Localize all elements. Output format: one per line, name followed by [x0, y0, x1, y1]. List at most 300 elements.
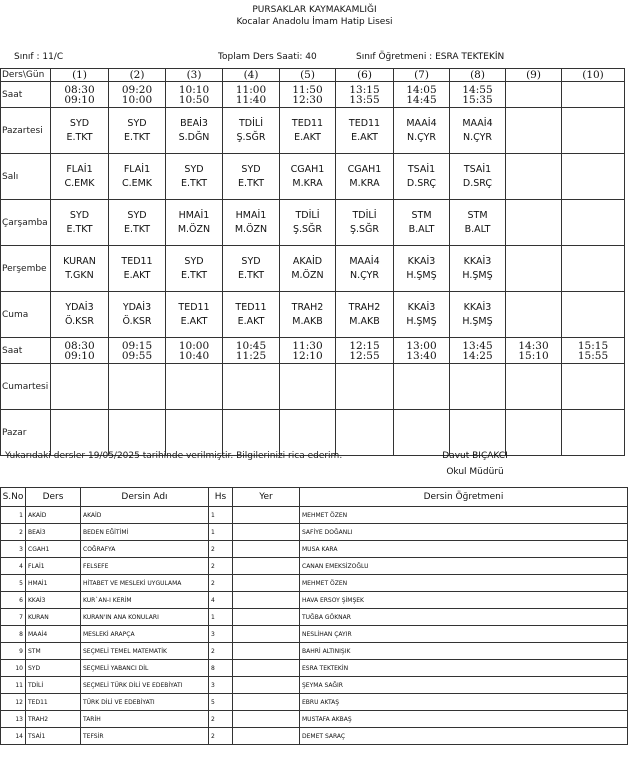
period-number: (2) [109, 69, 166, 82]
cell-code: TRAH2 [348, 301, 381, 313]
time-start: 09:20 [121, 83, 153, 96]
lesson-cell [562, 108, 625, 154]
course-name: TEFSİR [81, 728, 209, 745]
lesson-cell [109, 410, 166, 456]
course-name: KUR`AN-I KERİM [81, 592, 209, 609]
course-code: TSAİ1 [26, 728, 81, 745]
lesson-cell [562, 154, 625, 200]
cell-teacher: Ö.KSR [122, 315, 152, 327]
day-row [1, 200, 625, 246]
lesson-cell [223, 154, 280, 200]
cell-teacher: D.SRÇ [462, 177, 493, 189]
day-label: Çarşamba [1, 200, 51, 246]
period-number: (9) [506, 69, 562, 82]
cell-teacher: D.SRÇ [406, 177, 437, 189]
course-hours: 3 [209, 677, 233, 694]
lesson-cell [223, 410, 280, 456]
row-number: 13 [1, 711, 26, 728]
day-row [1, 364, 625, 410]
course-place [233, 592, 300, 609]
weekend-time-row [1, 338, 625, 364]
lesson-cell [109, 364, 166, 410]
period-time [166, 338, 223, 364]
time-end: 11:25 [235, 349, 267, 362]
lesson-cell [394, 200, 450, 246]
cell-teacher: E.TKT [123, 223, 151, 235]
course-place [233, 694, 300, 711]
table-row [1, 643, 628, 660]
period-time [450, 338, 506, 364]
row-number: 1 [1, 507, 26, 524]
lesson-cell [562, 410, 625, 456]
day-label: Cuma [1, 292, 51, 338]
course-code: TDİLİ [26, 677, 81, 694]
period-number: (8) [450, 69, 506, 82]
lesson-cell [280, 154, 336, 200]
course-name: TARİH [81, 711, 209, 728]
weekday-time-row [1, 82, 625, 108]
cell-teacher: M.AKB [349, 315, 380, 327]
lesson-cell [506, 200, 562, 246]
cell-code: KKAİ3 [463, 255, 492, 267]
lesson-cell [562, 364, 625, 410]
cell-teacher: H.ŞMŞ [406, 315, 437, 327]
lesson-cell [450, 410, 506, 456]
cell-code: SYD [127, 209, 147, 221]
column-header: Ders [26, 488, 81, 507]
course-name: KURAN'IN ANA KONULARI [81, 609, 209, 626]
period-time [51, 82, 109, 108]
lesson-cell [51, 154, 109, 200]
lesson-cell [280, 292, 336, 338]
period-time [450, 82, 506, 108]
day-label: Pazartesi [1, 108, 51, 154]
table-row [1, 711, 628, 728]
day-row [1, 410, 625, 456]
time-end: 09:55 [121, 349, 153, 362]
column-header: S.No [1, 488, 26, 507]
lesson-cell [166, 246, 223, 292]
cell-teacher: N.ÇYR [407, 131, 436, 143]
period-time [51, 338, 109, 364]
row-number: 4 [1, 558, 26, 575]
course-teacher: TUĞBA GÖKNAR [300, 609, 628, 626]
cell-code: STM [411, 209, 432, 221]
cell-teacher: E.TKT [66, 131, 93, 143]
cell-code: TSAİ1 [463, 163, 492, 175]
cell-code: TED11 [291, 117, 324, 129]
period-header-row [1, 69, 625, 82]
cell-code: TDİLİ [295, 209, 320, 221]
lesson-cell [109, 154, 166, 200]
note-text: Yukarıdaki dersler 19/05/2025 tarihinde verilmiştir. Bilgilerinizi rica ederim. [5, 451, 343, 461]
lesson-cell [166, 364, 223, 410]
period-number: (6) [336, 69, 394, 82]
time-end: 10:40 [178, 349, 210, 362]
course-teacher: BAHRİ ALTINIŞIK [300, 643, 628, 660]
time-end: 12:10 [292, 349, 323, 362]
course-code: KKAİ3 [26, 592, 81, 609]
cell-teacher: N.ÇYR [463, 131, 492, 143]
period-time [394, 338, 450, 364]
cell-teacher: B.ALT [408, 223, 435, 235]
cell-teacher: E.AKT [180, 315, 208, 327]
table-row [1, 626, 628, 643]
table-row [1, 507, 628, 524]
row-number: 2 [1, 524, 26, 541]
period-time [562, 338, 625, 364]
day-row [1, 154, 625, 200]
time-start: 10:00 [178, 339, 210, 352]
course-code: SYD [26, 660, 81, 677]
course-code: TRAH2 [26, 711, 81, 728]
cell-code: SYD [184, 163, 204, 175]
course-teacher: MUSTAFA AKBAŞ [300, 711, 628, 728]
course-place [233, 609, 300, 626]
time-start: 13:45 [462, 339, 493, 352]
cell-code: FLAİ1 [123, 163, 151, 175]
table-row [1, 541, 628, 558]
time-start: 13:00 [406, 339, 437, 352]
time-end: 14:25 [462, 349, 493, 362]
cell-code: SYD [69, 117, 90, 129]
cell-teacher: M.ÖZN [177, 223, 211, 235]
course-teacher: MEHMET ÖZEN [300, 507, 628, 524]
lesson-cell [223, 292, 280, 338]
lesson-cell [51, 410, 109, 456]
cell-code: FLAİ1 [66, 163, 93, 175]
period-time [336, 338, 394, 364]
lesson-cell [336, 410, 394, 456]
lesson-cell [394, 410, 450, 456]
cell-code: YDAİ3 [122, 301, 152, 313]
cell-teacher: H.ŞMŞ [406, 269, 437, 281]
row-number: 8 [1, 626, 26, 643]
cell-code: MAAİ4 [462, 117, 493, 129]
course-place [233, 507, 300, 524]
cell-teacher: S.DĞN [178, 131, 210, 143]
lesson-cell [51, 108, 109, 154]
time-end: 11:40 [235, 93, 267, 106]
lesson-cell [394, 108, 450, 154]
course-place [233, 677, 300, 694]
cell-code: TED11 [178, 301, 210, 313]
saat-label: Saat [1, 338, 51, 364]
day-row [1, 292, 625, 338]
row-number: 14 [1, 728, 26, 745]
course-place [233, 728, 300, 745]
lesson-cell [223, 246, 280, 292]
column-header: Hs [209, 488, 233, 507]
course-hours: 8 [209, 660, 233, 677]
lesson-cell [109, 246, 166, 292]
lesson-cell [506, 292, 562, 338]
row-number: 5 [1, 575, 26, 592]
period-time [280, 82, 336, 108]
lesson-cell [394, 154, 450, 200]
time-start: 15:15 [577, 339, 609, 352]
lesson-cell [280, 200, 336, 246]
course-name: FELSEFE [81, 558, 209, 575]
table-row [1, 677, 628, 694]
period-time [336, 82, 394, 108]
cell-code: CGAH1 [290, 163, 325, 175]
course-code: HMAİ1 [26, 575, 81, 592]
lesson-cell [166, 200, 223, 246]
cell-code: HMAİ1 [178, 209, 210, 221]
lesson-cell [506, 364, 562, 410]
period-number: (5) [280, 69, 336, 82]
cell-teacher: E.AKT [237, 315, 265, 327]
lesson-cell [506, 410, 562, 456]
lesson-cell [394, 292, 450, 338]
cell-code: KURAN [63, 255, 96, 267]
time-end: 12:30 [292, 93, 323, 106]
cell-code: SYD [241, 255, 261, 267]
cell-code: SYD [69, 209, 90, 221]
course-hours: 4 [209, 592, 233, 609]
course-teacher: EBRU AKTAŞ [300, 694, 628, 711]
cell-code: SYD [127, 117, 147, 129]
cell-teacher: C.EMK [64, 177, 95, 189]
course-code: TED11 [26, 694, 81, 711]
course-teacher: HAVA ERSOY ŞİMŞEK [300, 592, 628, 609]
lesson-cell [223, 200, 280, 246]
cell-teacher: Ş.SĞR [349, 223, 380, 235]
course-name: AKAİD [81, 507, 209, 524]
table-row [1, 609, 628, 626]
table-row [1, 592, 628, 609]
day-row [1, 246, 625, 292]
time-end: 13:55 [349, 93, 380, 106]
cell-teacher: E.TKT [123, 131, 151, 143]
lesson-cell [280, 364, 336, 410]
lesson-cell [109, 292, 166, 338]
time-end: 10:50 [178, 93, 210, 106]
course-name: BEDEN EĞİTİMİ [81, 524, 209, 541]
class-teacher: Sınıf Öğretmeni : ESRA TEKTEKİN [356, 52, 505, 62]
lesson-cell [223, 108, 280, 154]
saat-label: Saat [1, 82, 51, 108]
school-name: Kocalar Anadolu İmam Hatip Lisesi [236, 17, 393, 27]
cell-code: TRAH2 [291, 301, 324, 313]
lesson-cell [394, 364, 450, 410]
lesson-cell [166, 292, 223, 338]
course-teacher: CANAN EMEKSİZOĞLU [300, 558, 628, 575]
course-place [233, 626, 300, 643]
time-end: 12:55 [349, 349, 380, 362]
lesson-cell [336, 154, 394, 200]
period-time [166, 82, 223, 108]
lesson-cell [336, 292, 394, 338]
period-number: (10) [562, 69, 625, 82]
time-start: 14:30 [518, 339, 549, 352]
period-number: (7) [394, 69, 450, 82]
lesson-cell [280, 108, 336, 154]
course-code: AKAİD [26, 507, 81, 524]
cell-code: TED11 [348, 117, 381, 129]
cell-code: KKAİ3 [407, 301, 436, 313]
time-end: 09:10 [64, 93, 95, 106]
table-row [1, 524, 628, 541]
lesson-cell [280, 246, 336, 292]
lesson-cell [562, 246, 625, 292]
lesson-cell [450, 364, 506, 410]
course-name: COĞRAFYA [81, 541, 209, 558]
table-row [1, 575, 628, 592]
row-number: 7 [1, 609, 26, 626]
lesson-cell [506, 154, 562, 200]
lesson-cell [336, 246, 394, 292]
cell-teacher: E.AKT [351, 131, 378, 143]
cell-code: TDİLİ [238, 117, 263, 129]
course-hours: 1 [209, 507, 233, 524]
time-start: 08:30 [64, 339, 95, 352]
time-start: 09:15 [121, 339, 153, 352]
course-name: MESLEKİ ARAPÇA [81, 626, 209, 643]
time-start: 13:15 [349, 83, 380, 96]
course-hours: 2 [209, 558, 233, 575]
cell-teacher: M.ÖZN [291, 269, 324, 281]
cell-code: STM [467, 209, 488, 221]
course-hours: 2 [209, 711, 233, 728]
course-teacher: MUSA KARA [300, 541, 628, 558]
lesson-cell [394, 246, 450, 292]
cell-teacher: M.ÖZN [234, 223, 268, 235]
time-start: 14:55 [462, 83, 493, 96]
day-label: Salı [1, 154, 51, 200]
cell-code: AKAİD [292, 255, 323, 267]
period-time [109, 82, 166, 108]
table-row [1, 728, 628, 745]
time-start: 10:45 [235, 339, 267, 352]
cell-teacher: Ş.SĞR [292, 223, 323, 235]
lesson-cell [109, 200, 166, 246]
row-number: 12 [1, 694, 26, 711]
course-place [233, 558, 300, 575]
column-header: Yer [233, 488, 300, 507]
day-row [1, 108, 625, 154]
period-time [506, 82, 562, 108]
course-place [233, 575, 300, 592]
cell-teacher: M.AKB [292, 315, 323, 327]
time-end: 15:35 [462, 93, 493, 106]
course-code: FLAİ1 [26, 558, 81, 575]
time-end: 15:10 [518, 349, 549, 362]
course-teacher: MEHMET ÖZEN [300, 575, 628, 592]
cell-code: TED11 [121, 255, 153, 267]
course-code: KURAN [26, 609, 81, 626]
course-hours: 3 [209, 626, 233, 643]
course-code: CGAH1 [26, 541, 81, 558]
period-number: (4) [223, 69, 280, 82]
period-time [223, 82, 280, 108]
course-teacher: SAFİYE DOĞANLI [300, 524, 628, 541]
period-time [394, 82, 450, 108]
time-start: 14:05 [406, 83, 437, 96]
column-header: Dersin Adı [81, 488, 209, 507]
time-end: 09:10 [64, 349, 95, 362]
time-start: 11:30 [292, 339, 323, 352]
course-teacher: ŞEYMA SAĞIR [300, 677, 628, 694]
cell-code: SYD [241, 163, 261, 175]
course-name: TÜRK DİLİ VE EDEBİYATI [81, 694, 209, 711]
day-label: Perşembe [1, 246, 51, 292]
course-code: STM [26, 643, 81, 660]
lesson-cell [166, 108, 223, 154]
cell-teacher: Ö.KSR [65, 315, 94, 327]
cell-teacher: E.TKT [180, 177, 208, 189]
cell-teacher: E.TKT [237, 177, 265, 189]
lesson-cell [450, 108, 506, 154]
cell-code: MAAİ4 [349, 255, 380, 267]
course-name: HİTABET VE MESLEKİ UYGULAMA [81, 575, 209, 592]
course-hours: 1 [209, 524, 233, 541]
period-time [109, 338, 166, 364]
course-hours: 1 [209, 609, 233, 626]
course-place [233, 660, 300, 677]
period-time [280, 338, 336, 364]
lesson-cell [223, 364, 280, 410]
cell-teacher: M.KRA [349, 177, 380, 189]
course-teacher: ESRA TEKTEKİN [300, 660, 628, 677]
course-place [233, 711, 300, 728]
lesson-cell [51, 246, 109, 292]
table-row [1, 558, 628, 575]
cell-teacher: M.KRA [292, 177, 323, 189]
cell-code: MAAİ4 [406, 117, 437, 129]
time-start: 11:50 [292, 83, 323, 96]
cell-teacher: Ş.SĞR [236, 131, 266, 143]
cell-code: CGAH1 [347, 163, 382, 175]
row-number: 9 [1, 643, 26, 660]
time-end: 10:00 [121, 93, 153, 106]
cell-code: TDİLİ [352, 209, 377, 221]
course-hours: 5 [209, 694, 233, 711]
cell-teacher: B.ALT [464, 223, 491, 235]
cell-teacher: E.TKT [66, 223, 93, 235]
course-place [233, 643, 300, 660]
course-hours: 2 [209, 541, 233, 558]
course-name: SEÇMELİ TÜRK DİLİ VE EDEBİYATI [81, 677, 209, 694]
row-number: 6 [1, 592, 26, 609]
course-code: MAAİ4 [26, 626, 81, 643]
course-hours: 2 [209, 728, 233, 745]
time-end: 14:45 [406, 93, 437, 106]
period-number: (3) [166, 69, 223, 82]
lesson-cell [336, 108, 394, 154]
time-start: 11:00 [235, 83, 267, 96]
day-label: Pazar [1, 410, 51, 456]
time-end: 15:55 [577, 349, 609, 362]
lesson-cell [450, 246, 506, 292]
cell-code: KKAİ3 [407, 255, 436, 267]
course-code: BEAİ3 [26, 524, 81, 541]
time-start: 08:30 [64, 83, 95, 96]
period-time [506, 338, 562, 364]
column-header: Dersin Öğretmeni [300, 488, 628, 507]
cell-teacher: H.ŞMŞ [462, 315, 493, 327]
corner-label: Ders\Gün [1, 69, 51, 82]
lesson-cell [166, 154, 223, 200]
day-label: Cumartesi [1, 364, 51, 410]
cell-code: KKAİ3 [463, 301, 492, 313]
cell-teacher: N.ÇYR [350, 269, 379, 281]
lesson-cell [506, 108, 562, 154]
lesson-cell [450, 154, 506, 200]
row-number: 3 [1, 541, 26, 558]
cell-code: BEAİ3 [180, 117, 208, 129]
